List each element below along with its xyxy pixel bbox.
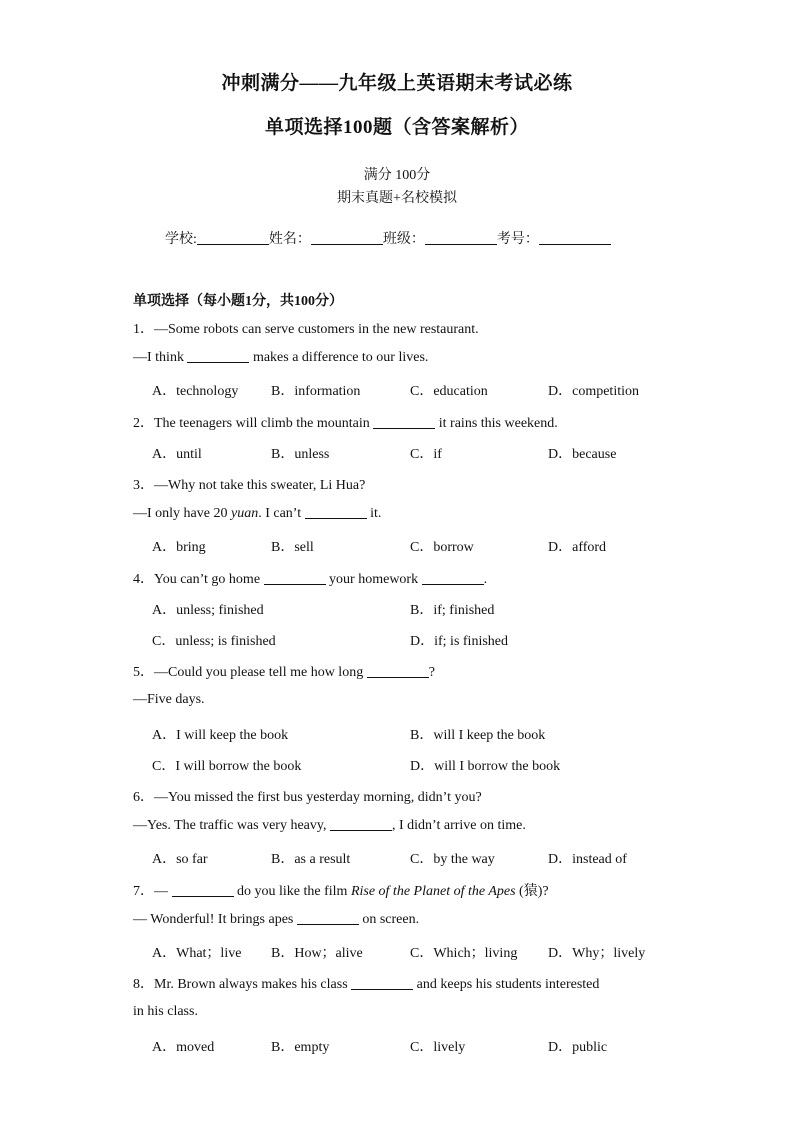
text: do you like the film [233, 884, 351, 899]
page-title: 冲刺满分——九年级上英语期末考试必练 [221, 73, 573, 94]
question-8-stem [133, 973, 599, 993]
answer-blank [330, 817, 392, 831]
question-4-stem [133, 568, 487, 588]
answer-blank [172, 883, 234, 897]
question-7-option-c: C．Which；living [410, 946, 518, 961]
question-1-option-c: C．education [410, 384, 488, 399]
answer-blank [351, 976, 413, 990]
question-7-option-d: D．Why；lively [548, 946, 646, 961]
text: ? [428, 665, 435, 680]
question-8-option-c: C．lively [410, 1040, 466, 1055]
class-label: 班级： [382, 232, 425, 247]
text: on screen. [358, 912, 420, 927]
question-5-option-a: A．I will keep the book [152, 728, 289, 743]
question-3-option-c: C．borrow [410, 540, 474, 555]
question-3-option-b: B．sell [271, 540, 314, 555]
question-6-stem: 6．—You missed the first bus yesterday morning, didn’t you? [133, 790, 482, 805]
question-1-option-d: D．competition [548, 384, 639, 399]
text: —I think [133, 350, 188, 365]
student-info [165, 228, 611, 248]
question-4-option-c: C．unless; is finished [152, 634, 276, 649]
school-label: 学校: [165, 232, 197, 247]
question-3-stem: 3．—Why not take this sweater, Li Hua? [133, 478, 366, 493]
text: — Wonderful! It brings apes [133, 912, 297, 927]
question-6-response [133, 817, 526, 834]
question-2-option-d: D．because [548, 447, 617, 462]
question-1-option-a: A．technology [152, 384, 239, 399]
answer-blank [187, 349, 249, 363]
question-8-option-d: D．public [548, 1040, 608, 1055]
school-blank [197, 230, 269, 245]
question-7-stem [133, 880, 549, 900]
text: —Yes. The traffic was very heavy, [133, 818, 330, 833]
question-1-stem: 1．—Some robots can serve customers in the new restaurant. [133, 322, 479, 337]
question-7-option-a: A．What；live [152, 946, 242, 961]
score-note: 满分 100分 [363, 168, 431, 183]
answer-blank [367, 664, 429, 678]
text: 5．—Could you please tell me how long [133, 665, 367, 680]
question-4-option-a: A．unless; finished [152, 603, 264, 618]
question-7-option-b: B．How；alive [271, 946, 363, 961]
question-8-option-b: B．empty [271, 1040, 330, 1055]
source-note: 期末真题+名校模拟 [337, 191, 457, 206]
question-2-option-a: A．until [152, 447, 202, 462]
question-8-stem-continued: in his class. [133, 1004, 198, 1019]
text: yuan [230, 506, 259, 521]
question-3-response [133, 505, 381, 522]
text: (猿)? [515, 884, 549, 899]
text: it rains this weekend. [435, 416, 558, 431]
question-6-option-d: D．instead of [548, 852, 627, 867]
exam-no-label: 考号： [496, 232, 539, 247]
question-1-option-b: B．information [271, 384, 361, 399]
text: makes a difference to our lives. [249, 350, 429, 365]
text: and keeps his students interested [413, 977, 600, 992]
question-2-option-c: C．if [410, 447, 442, 462]
page-subtitle: 单项选择100题（含答案解析） [264, 117, 529, 138]
answer-blank [422, 571, 484, 585]
text: 8．Mr. Brown always makes his class [133, 977, 352, 992]
question-2-option-b: B．unless [271, 447, 330, 462]
question-5-option-b: B．will I keep the book [410, 728, 546, 743]
question-3-option-d: D．afford [548, 540, 607, 555]
text: it. [366, 506, 382, 521]
text: —I only have 20 [133, 506, 231, 521]
question-5-response: —Five days. [133, 692, 205, 707]
text: 2．The teenagers will climb the mountain [133, 416, 374, 431]
name-blank [311, 230, 383, 245]
question-6-option-b: B．as a result [271, 852, 351, 867]
question-2-stem [133, 412, 558, 432]
question-7-response [133, 911, 419, 928]
exam-no-blank [539, 230, 611, 245]
answer-blank [264, 571, 326, 585]
question-6-option-a: A．so far [152, 852, 208, 867]
question-4-option-b: B．if; finished [410, 603, 495, 618]
question-4-option-d: D．if; is finished [410, 634, 508, 649]
question-1-response [133, 349, 428, 366]
name-label: 姓名： [268, 232, 311, 247]
text: Rise of the Planet of the Apes [350, 884, 516, 899]
question-5-stem [133, 661, 435, 681]
text: . I can’t [258, 506, 305, 521]
text: your homework [325, 572, 422, 587]
class-blank [425, 230, 497, 245]
question-5-option-c: C．I will borrow the book [152, 759, 302, 774]
question-8-option-a: A．moved [152, 1040, 215, 1055]
text: , I didn’t arrive on time. [392, 818, 526, 833]
text: . [483, 572, 488, 587]
answer-blank [297, 911, 359, 925]
section-heading: 单项选择（每小题1分，共100分） [133, 294, 343, 309]
question-6-option-c: C．by the way [410, 852, 495, 867]
question-3-option-a: A．bring [152, 540, 206, 555]
answer-blank [305, 505, 367, 519]
question-5-option-d: D．will I borrow the book [410, 759, 561, 774]
text: 7．— [133, 884, 172, 899]
text: 4．You can’t go home [133, 572, 264, 587]
answer-blank [373, 415, 435, 429]
